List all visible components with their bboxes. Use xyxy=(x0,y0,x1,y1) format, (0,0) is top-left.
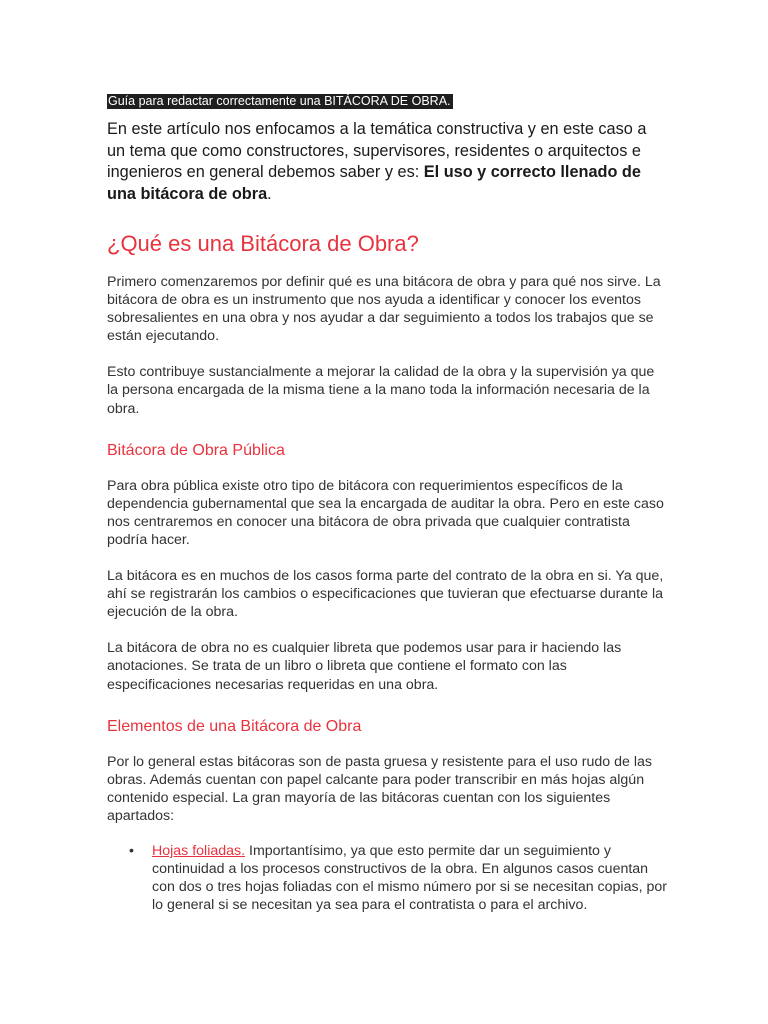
paragraph-definicion: Primero comenzaremos por definir qué es una bitácora de obra y para qué nos sirve. La bitácora de obra es un instrumento que nos ayuda a identificar y conocer los eventos sobresalientes en una obra y nos ayudar a dar seguimiento a todos los trabajos que se están ejecutando. xyxy=(107,274,661,345)
document-page xyxy=(107,92,667,914)
heading-obra-publica: Bitácora de Obra Pública xyxy=(107,441,285,459)
bullet-icon: • xyxy=(129,842,134,859)
apartados-list xyxy=(107,842,667,914)
intro-bold-text: El uso y correcto llenado de una bitácora de obra xyxy=(107,163,641,203)
list-item xyxy=(107,842,667,914)
paragraph-libreta: La bitácora de obra no es cualquier libreta que podemos usar para ir haciendo las anotaciones. Se trata de un libro o libreta que contiene el formato con las especificaciones necesarias requeridas en una obra. xyxy=(107,640,622,693)
intro-paragraph xyxy=(107,119,667,205)
intro-end: . xyxy=(267,184,272,203)
paragraph-contrato: La bitácora es en muchos de los casos forma parte del contrato de la obra en si. Ya que, ahí se registrarán los cambios o especificaciones que tuvieran que efectuarse durante la ejecución de la obra. xyxy=(107,568,664,621)
heading-que-es-bitacora: ¿Qué es una Bitácora de Obra? xyxy=(107,231,419,256)
paragraph-obra-publica: Para obra pública existe otro tipo de bitácora con requerimientos específicos de la dependencia gubernamental que sea la encargada de auditar la obra. Pero en este caso nos centraremos en conocer una bitácora de obra privada que cualquier contratista podría hacer. xyxy=(107,477,664,548)
heading-elementos: Elementos de una Bitácora de Obra xyxy=(107,717,362,735)
list-item-text: Importantísimo, ya que esto permite dar un seguimiento y continuidad a los procesos constructivos de la obra. En algunos casos cuentan con dos o tres hojas foliadas con el mismo número por si se necesitan copias, por lo general si se necesitan ya sea para el contratista o para el archivo. xyxy=(152,842,667,914)
paragraph-elementos: Por lo general estas bitácoras son de pasta gruesa y resistente para el uso rudo de las obras. Además cuentan con papel calcante para poder transcribir en más hojas algún contenido especial. La gran mayoría de las bitácoras cuentan con los siguientes apartados: xyxy=(107,753,652,824)
paragraph-contribuye: Esto contribuye sustancialmente a mejorar la calidad de la obra y la supervisión ya que la persona encargada de la misma tiene a la mano toda la información necesaria de la obra. xyxy=(107,364,655,417)
hojas-foliadas-link[interactable]: Hojas foliadas. xyxy=(152,842,246,859)
title-banner: Guía para redactar correctamente una BITÁCORA DE OBRA. xyxy=(108,94,451,108)
intro-text: En este artículo nos enfocamos a la temática constructiva y en este caso a un tema que como constructores, supervisores, residentes o arquitectos e ingenieros en general debemos saber y es: xyxy=(107,120,647,181)
